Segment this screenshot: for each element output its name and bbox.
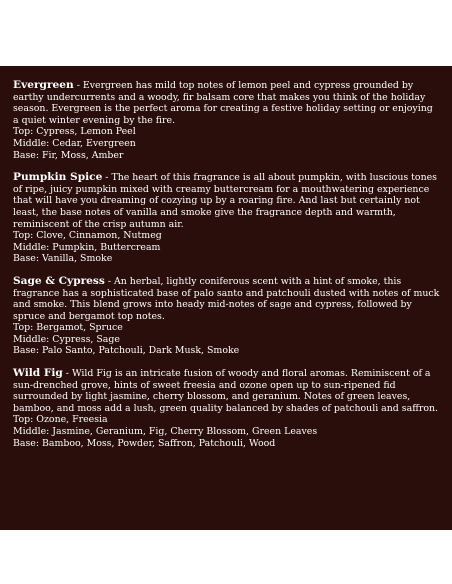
fragrance-description: Evergreen has mild top notes of lemon peel and cypress grounded by earthy undercurrents and a woody, fir balsam core that makes you think of the holiday season. Evergreen is the perfect aroma for creating a festive holiday setting or enjoying a quiet winter evening by the fire. (13, 80, 433, 126)
fragrance-entry-sage-cypress (13, 276, 440, 357)
fragrance-entry-pumpkin-spice (13, 172, 440, 265)
middle-notes: Middle: Jasmine, Geranium, Fig, Cherry Blossom, Green Leaves (13, 426, 318, 438)
base-notes: Base: Bamboo, Moss, Powder, Saffron, Patchouli, Wood (13, 437, 276, 449)
base-notes: Base: Fir, Moss, Amber (13, 149, 124, 161)
fragrance-description: The heart of this fragrance is all about pumpkin, with luscious tones of ripe, juicy pumpkin mixed with creamy buttercream for a mouthwatering experience that will have you dreaming of cozying up by a roaring fire. And last but certainly not least, the base notes of vanilla and smoke give the fragrance depth and warmth, reminiscent of the crisp autumn air. (13, 172, 437, 230)
fragrance-description: An herbal, lightly coniferous scent with a hint of smoke, this fragrance has a sophisticated base of palo santo and patchouli dusted with notes of muck and smoke. This blend grows into heady mid-notes of sage and cypress, followed by spruce and bergamot top notes. (13, 275, 440, 322)
fragrance-entry-wild-fig (13, 368, 440, 449)
separator: - (62, 368, 72, 380)
separator: - (104, 275, 114, 287)
separator: - (73, 80, 83, 91)
base-notes: Base: Palo Santo, Patchouli, Dark Musk, Smoke (13, 345, 240, 357)
top-notes: Top: Bergamot, Spruce (13, 322, 123, 334)
top-notes: Top: Clove, Cinnamon, Nutmeg (13, 230, 162, 242)
fragrance-descriptions-panel (0, 66, 452, 530)
fragrance-description: Wild Fig is an intricate fusion of woody and floral aromas. Reminiscent of a sun-drenched grove, hints of sweet freesia and ozone open up to sun-ripened fid surrounded by light jasmine, cherry blossom, and geranium. Notes of green leaves, bamboo, and moss add a lush, green quality balanced by shades of patchouli and saffron. (13, 368, 438, 414)
fragrance-name: Wild Fig (13, 367, 63, 380)
fragrance-name: Evergreen (13, 79, 74, 91)
top-notes: Top: Cypress, Lemon Peel (13, 126, 136, 138)
base-notes: Base: Vanilla, Smoke (13, 253, 113, 265)
middle-notes: Middle: Cedar, Evergreen (13, 137, 136, 149)
fragrance-entry-evergreen (13, 80, 440, 161)
middle-notes: Middle: Pumpkin, Buttercream (13, 241, 161, 253)
separator: - (102, 172, 112, 184)
fragrance-name: Sage & Cypress (13, 274, 105, 287)
middle-notes: Middle: Cypress, Sage (13, 333, 120, 345)
fragrance-name: Pumpkin Spice (13, 171, 103, 184)
top-notes: Top: Ozone, Freesia (13, 414, 108, 426)
